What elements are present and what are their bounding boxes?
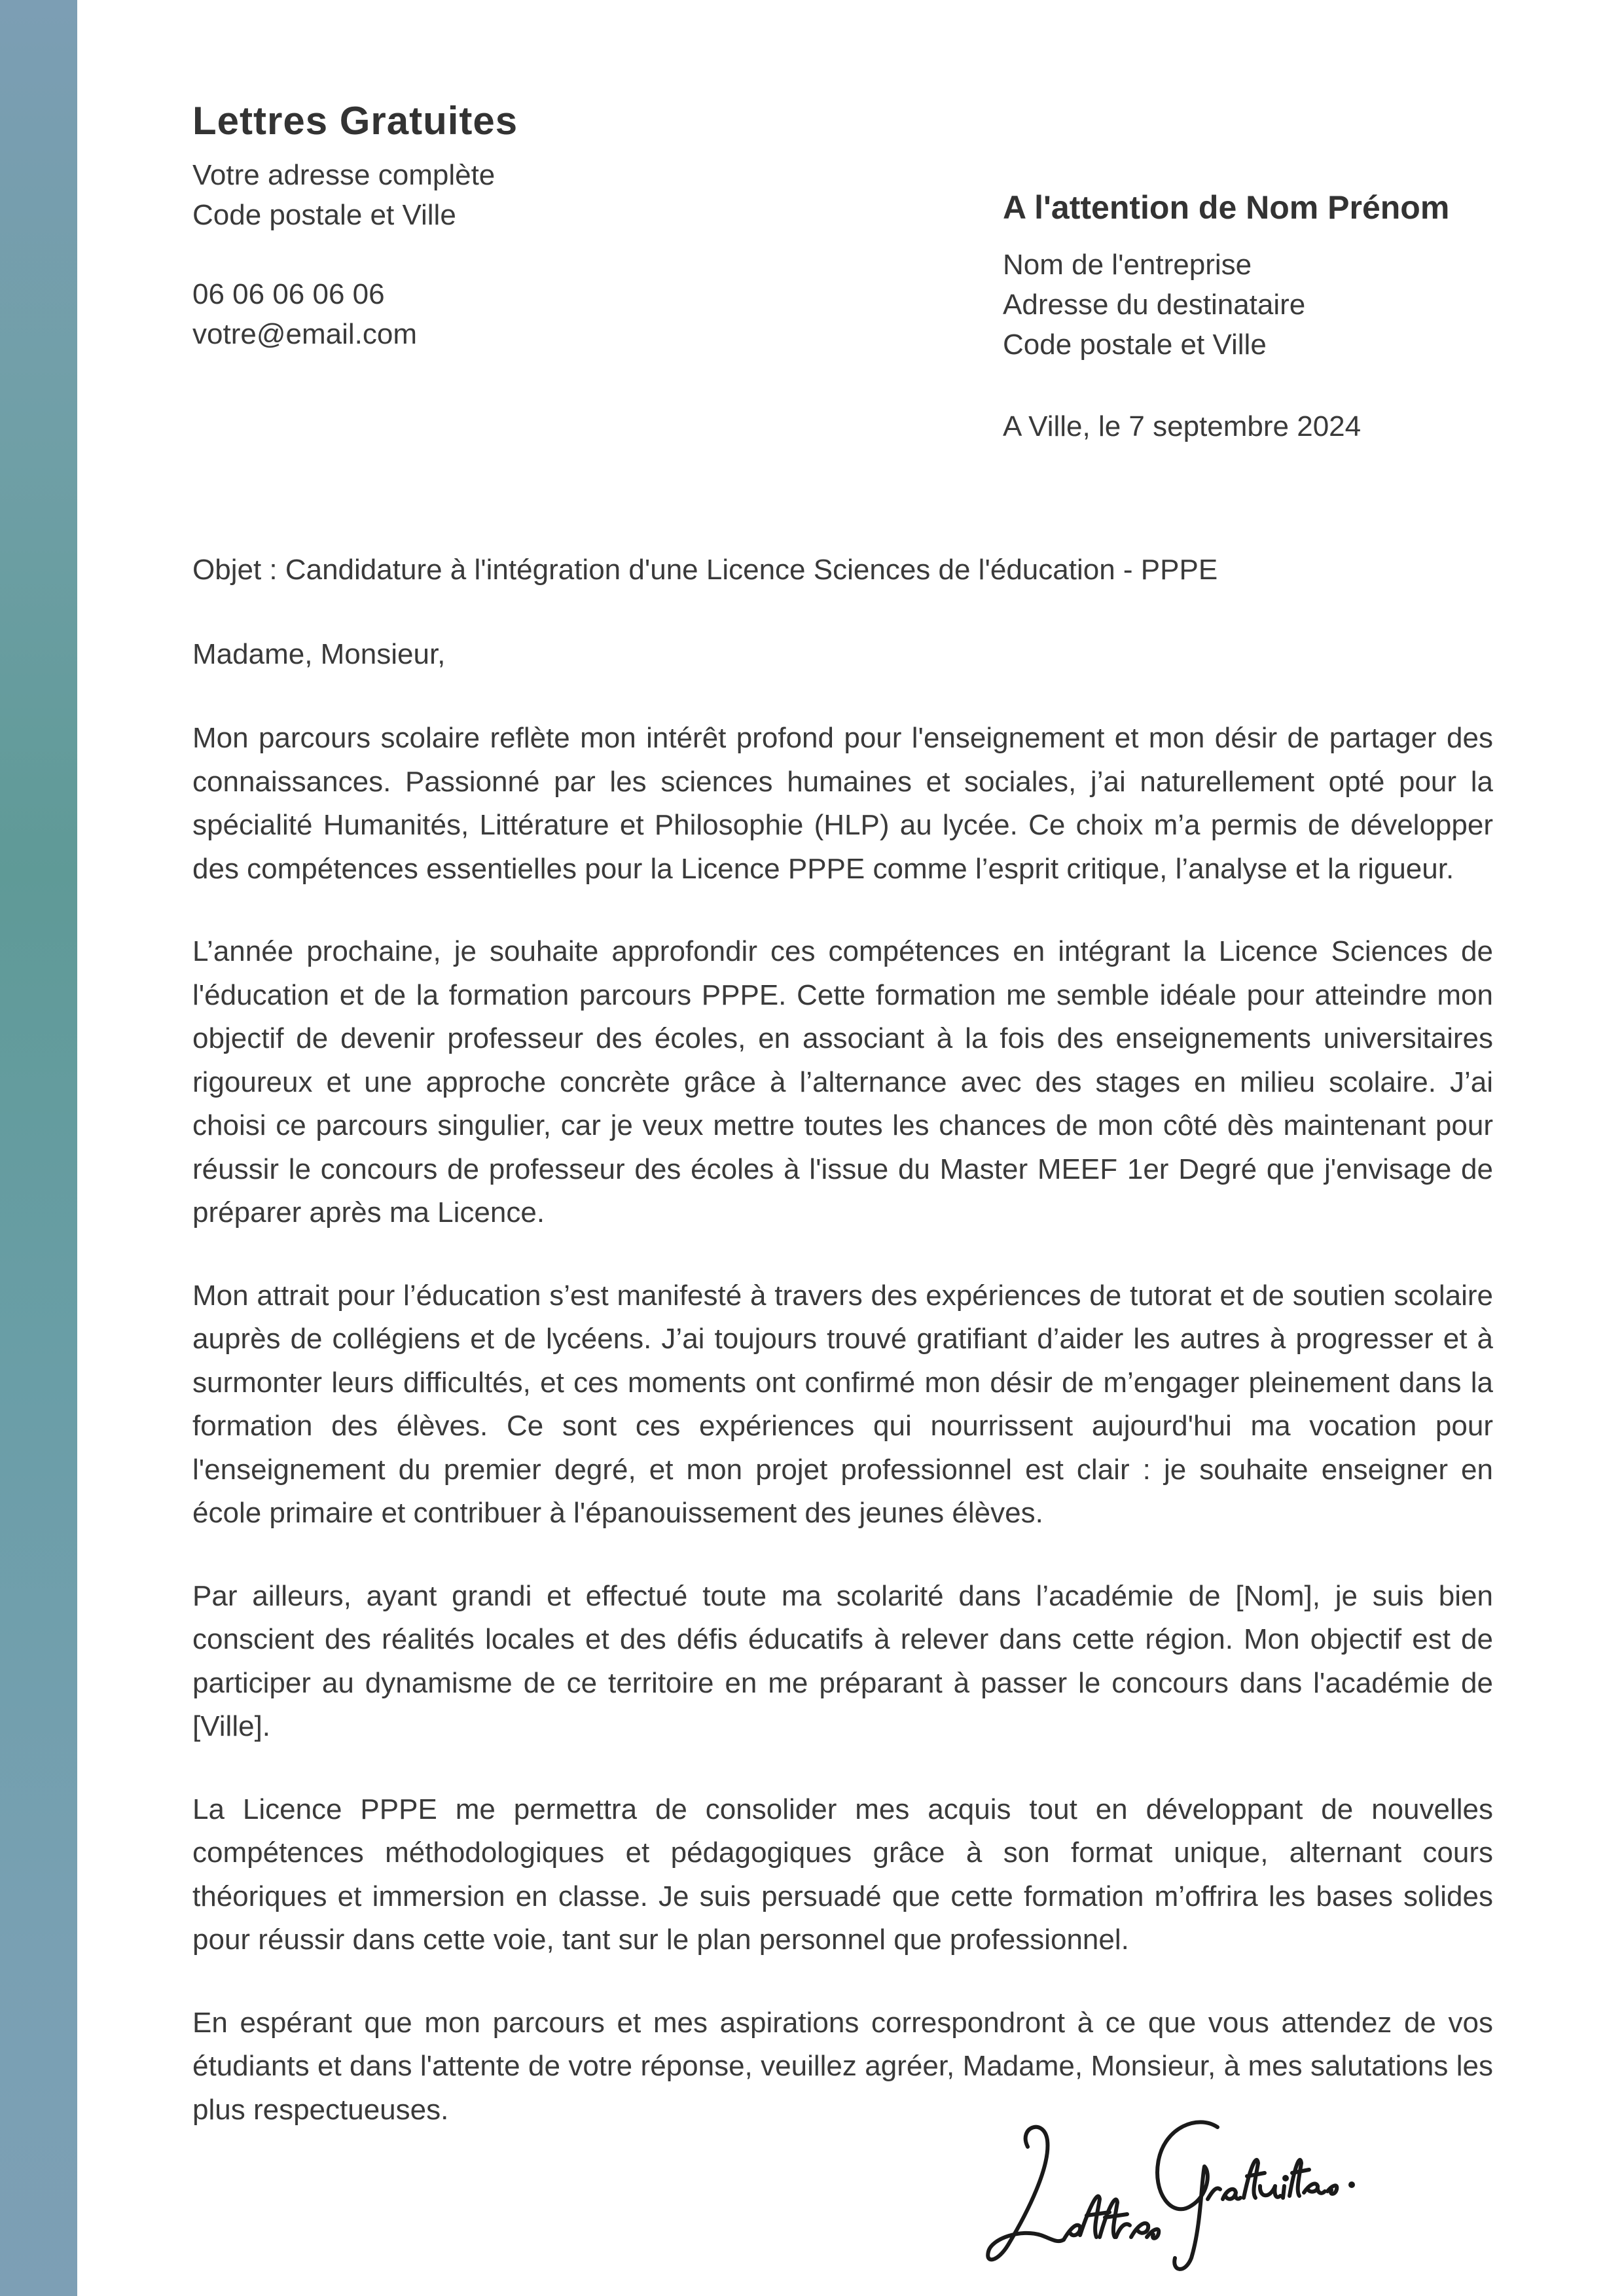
letter-paragraph-1: Mon parcours scolaire reflète mon intérêt profond pour l'enseignement et mon désir de partager des connaissances. Passionné par les sciences humaines et sociales, j’ai naturellement opté pour la spécialité Humanités, Littérature et Philosophie (HLP) au lycée. Ce choix m’a permis de développer des compétences essentielles pour la Licence PPPE comme l’esprit critique, l’analyse et la rigueur. bbox=[192, 722, 1493, 885]
letter-paragraph-2: L’année prochaine, je souhaite approfondir ces compétences en intégrant la Licence Sciences de l'éducation et de la formation parcours PPPE. Cette formation me semble idéale pour atteindre mon objectif de devenir professeur des écoles, en associant à la fois des enseignements universitaires rigoureux et une approche concrète grâce à l’alternance avec des stages en milieu scolaire. J’ai choisi ce parcours singulier, car je veux mettre toutes les chances de mon côté dès maintenant pour réussir le concours de professeur des écoles à l'issue du Master MEEF 1er Degré que j'envisage de préparer après ma Licence. bbox=[192, 935, 1493, 1229]
sender-address-line2: Code postale et Ville bbox=[192, 199, 456, 231]
sender-block bbox=[192, 95, 782, 354]
recipient-attention: A l'attention de Nom Prénom bbox=[1003, 189, 1450, 226]
letter-paragraph-4: Par ailleurs, ayant grandi et effectué toute ma scolarité dans l’académie de [Nom], je suis bien conscient des réalités locales et des défis éducatifs à relever dans cette région. Mon objectif est de participer au dynamisme de ce territoire en me préparant à passer le concours dans l'académie de [Ville]. bbox=[192, 1579, 1493, 1742]
sender-email: votre@email.com bbox=[192, 318, 417, 350]
sender-phone: 06 06 06 06 06 bbox=[192, 278, 385, 310]
letter-paragraph-5: La Licence PPPE me permettra de consolider mes acquis tout en développant de nouvelles compétences méthodologiques et pédagogiques grâce à son format unique, alternant cours théoriques et immersion en classe. Je suis persuadé que cette formation m’offrira les bases solides pour réussir dans cette voie, tant sur le plan personnel que professionnel. bbox=[192, 1793, 1493, 1956]
recipient-city: Code postale et Ville bbox=[1003, 329, 1267, 361]
handwritten-signature bbox=[982, 2088, 1362, 2278]
recipient-address: Adresse du destinataire bbox=[1003, 289, 1306, 321]
letter-body bbox=[192, 548, 1493, 2132]
letter-salutation: Madame, Monsieur, bbox=[192, 637, 446, 670]
letter-subject: Objet : Candidature à l'intégration d'une Licence Sciences de l'éducation - PPPE bbox=[192, 554, 1218, 586]
recipient-company: Nom de l'entreprise bbox=[1003, 249, 1252, 281]
recipient-block bbox=[1003, 185, 1592, 446]
sender-name: Lettres Gratuites bbox=[192, 99, 518, 143]
letter-paragraph-3: Mon attrait pour l’éducation s’est manifesté à travers des expériences de tutorat et de soutien scolaire auprès de collégiens et de lycéens. J’ai toujours trouvé gratifiant d’aider les autres à progresser et à surmonter leurs difficultés, et ces moments ont confirmé mon désir de m’engager pleinement dans la formation des élèves. Ce sont ces expériences qui nourrissent aujourd'hui ma vocation pour l'enseignement du premier degré, et mon projet professionnel est clair : je souhaite enseigner en école primaire et contribuer à l'épanouissement des jeunes élèves. bbox=[192, 1279, 1493, 1529]
sender-address-line1: Votre adresse complète bbox=[192, 159, 496, 191]
letter-paragraph-6: En espérant que mon parcours et mes aspirations correspondront à ce que vous attendez de vos étudiants et dans l'attente de votre réponse, veuillez agréer, Madame, Monsieur, à mes salutations les plus respectueuses. bbox=[192, 2006, 1493, 2126]
letter-date: A Ville, le 7 septembre 2024 bbox=[1003, 410, 1362, 442]
sender-spacer bbox=[192, 235, 782, 274]
decorative-sidebar-band bbox=[0, 0, 77, 2296]
